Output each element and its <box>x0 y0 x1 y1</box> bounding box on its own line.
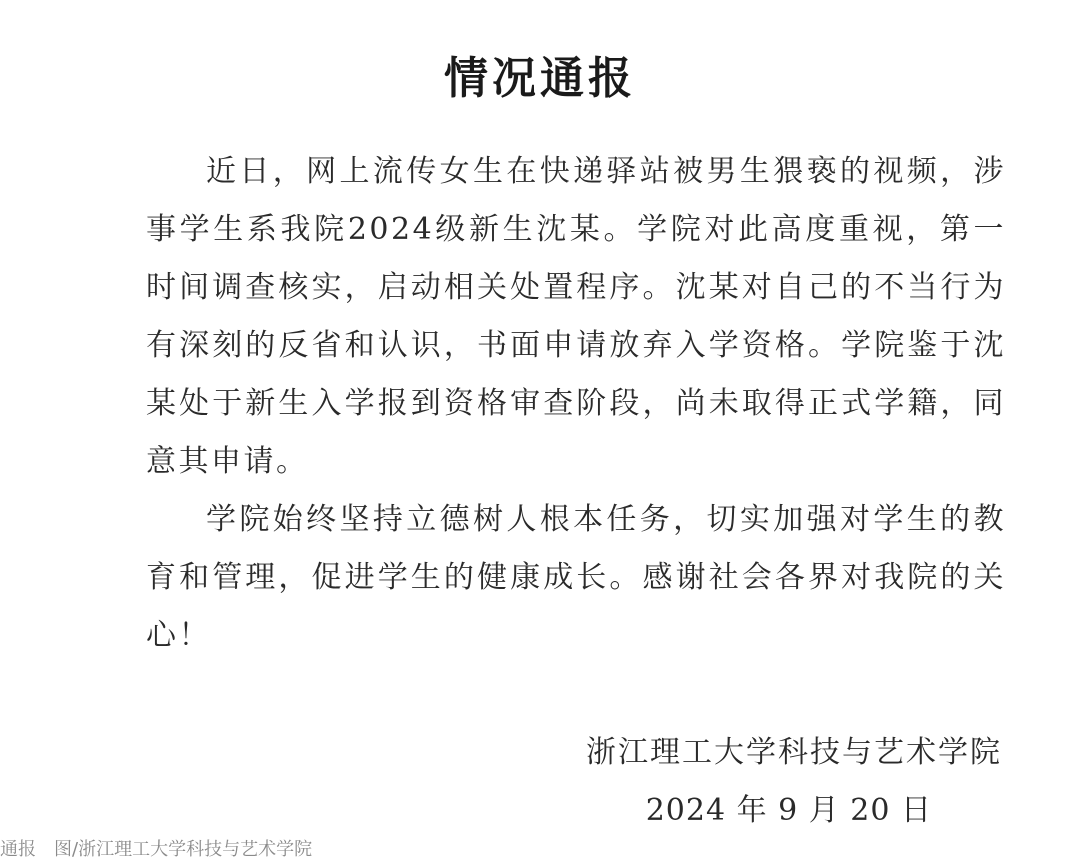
signing-date: 2024 年 9 月 20 日 <box>645 793 932 828</box>
body-paragraph-1: 近日，网上流传女生在快递驿站被男生猥亵的视频，涉事学生系我院2024级新生沈某。学院对此高度重视，第一时间调查核实，启动相关处置程序。沈某对自己的不当行为有深刻的反省和认识，书面申请放弃入学资格。学院鉴于沈某处于新生入学报到资格审查阶段，尚未取得正式学籍，同意其申请。 <box>146 154 1006 479</box>
signer-organization: 浙江理工大学科技与艺术学院 <box>586 735 1002 770</box>
document-title: 情况通报 <box>444 53 636 105</box>
document-body <box>146 143 1006 665</box>
image-caption: 通报 图/浙江理工大学科技与艺术学院 <box>0 839 313 860</box>
body-paragraph-2: 学院始终坚持立德树人根本任务，切实加强对学生的教育和管理，促进学生的健康成长。感谢社会各界对我院的关心！ <box>146 502 1006 653</box>
